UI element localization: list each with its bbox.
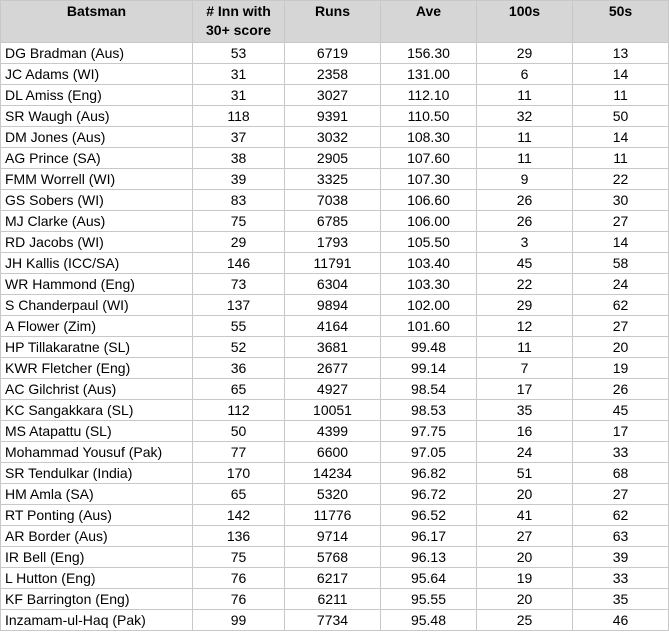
hundreds-cell: 26 [477, 190, 573, 211]
hundreds-cell: 17 [477, 379, 573, 400]
fifties-cell: 14 [573, 232, 669, 253]
hundreds-cell: 19 [477, 568, 573, 589]
runs-cell: 7734 [285, 610, 381, 631]
innings-cell: 53 [193, 43, 285, 64]
fifties-cell: 11 [573, 148, 669, 169]
runs-cell: 10051 [285, 400, 381, 421]
hundreds-cell: 11 [477, 148, 573, 169]
fifties-cell: 14 [573, 64, 669, 85]
batsman-cell: MJ Clarke (Aus) [1, 211, 193, 232]
hundreds-cell: 20 [477, 547, 573, 568]
innings-cell: 76 [193, 568, 285, 589]
hundreds-cell: 22 [477, 274, 573, 295]
innings-cell: 75 [193, 547, 285, 568]
innings-cell: 65 [193, 484, 285, 505]
table-row [1, 379, 669, 400]
innings-cell: 38 [193, 148, 285, 169]
average-cell: 96.72 [381, 484, 477, 505]
fifties-cell: 46 [573, 610, 669, 631]
table-row [1, 400, 669, 421]
runs-cell: 5768 [285, 547, 381, 568]
average-cell: 105.50 [381, 232, 477, 253]
runs-cell: 5320 [285, 484, 381, 505]
column-header-innings-30plus: # Inn with 30+ score [193, 1, 285, 43]
average-cell: 99.14 [381, 358, 477, 379]
innings-cell: 52 [193, 337, 285, 358]
table-row [1, 568, 669, 589]
column-header-runs: Runs [285, 1, 381, 43]
runs-cell: 9391 [285, 106, 381, 127]
innings-cell: 137 [193, 295, 285, 316]
innings-cell: 65 [193, 379, 285, 400]
table-body [1, 43, 669, 631]
table-row [1, 484, 669, 505]
hundreds-cell: 11 [477, 127, 573, 148]
innings-cell: 142 [193, 505, 285, 526]
fifties-cell: 22 [573, 169, 669, 190]
average-cell: 110.50 [381, 106, 477, 127]
average-cell: 112.10 [381, 85, 477, 106]
runs-cell: 6785 [285, 211, 381, 232]
batsman-cell: JC Adams (WI) [1, 64, 193, 85]
hundreds-cell: 26 [477, 211, 573, 232]
innings-cell: 36 [193, 358, 285, 379]
batsman-cell: KF Barrington (Eng) [1, 589, 193, 610]
innings-cell: 75 [193, 211, 285, 232]
fifties-cell: 62 [573, 295, 669, 316]
batsman-cell: SR Tendulkar (India) [1, 463, 193, 484]
average-cell: 103.30 [381, 274, 477, 295]
average-cell: 107.60 [381, 148, 477, 169]
batsman-cell: JH Kallis (ICC/SA) [1, 253, 193, 274]
batsman-cell: DM Jones (Aus) [1, 127, 193, 148]
batsman-cell: Inzamam-ul-Haq (Pak) [1, 610, 193, 631]
runs-cell: 6217 [285, 568, 381, 589]
fifties-cell: 58 [573, 253, 669, 274]
hundreds-cell: 24 [477, 442, 573, 463]
column-header-average: Ave [381, 1, 477, 43]
hundreds-cell: 3 [477, 232, 573, 253]
innings-cell: 99 [193, 610, 285, 631]
batsman-cell: SR Waugh (Aus) [1, 106, 193, 127]
fifties-cell: 68 [573, 463, 669, 484]
hundreds-cell: 11 [477, 85, 573, 106]
hundreds-cell: 27 [477, 526, 573, 547]
table-row [1, 190, 669, 211]
batsman-cell: RD Jacobs (WI) [1, 232, 193, 253]
table-row [1, 526, 669, 547]
table-row [1, 85, 669, 106]
batsman-cell: AG Prince (SA) [1, 148, 193, 169]
column-header-hundreds: 100s [477, 1, 573, 43]
fifties-cell: 62 [573, 505, 669, 526]
fifties-cell: 27 [573, 211, 669, 232]
hundreds-cell: 20 [477, 484, 573, 505]
runs-cell: 6211 [285, 589, 381, 610]
average-cell: 102.00 [381, 295, 477, 316]
runs-cell: 3032 [285, 127, 381, 148]
innings-cell: 37 [193, 127, 285, 148]
fifties-cell: 13 [573, 43, 669, 64]
innings-cell: 76 [193, 589, 285, 610]
average-cell: 95.64 [381, 568, 477, 589]
batsman-cell: WR Hammond (Eng) [1, 274, 193, 295]
hundreds-cell: 7 [477, 358, 573, 379]
hundreds-cell: 45 [477, 253, 573, 274]
batsman-cell: AC Gilchrist (Aus) [1, 379, 193, 400]
average-cell: 96.52 [381, 505, 477, 526]
column-header-batsman: Batsman [1, 1, 193, 43]
batsman-cell: IR Bell (Eng) [1, 547, 193, 568]
average-cell: 131.00 [381, 64, 477, 85]
hundreds-cell: 20 [477, 589, 573, 610]
innings-cell: 55 [193, 316, 285, 337]
innings-cell: 170 [193, 463, 285, 484]
runs-cell: 6304 [285, 274, 381, 295]
runs-cell: 3325 [285, 169, 381, 190]
table-row [1, 358, 669, 379]
batsman-cell: FMM Worrell (WI) [1, 169, 193, 190]
average-cell: 97.05 [381, 442, 477, 463]
innings-cell: 83 [193, 190, 285, 211]
table-row [1, 589, 669, 610]
innings-cell: 118 [193, 106, 285, 127]
innings-cell: 73 [193, 274, 285, 295]
batsman-cell: A Flower (Zim) [1, 316, 193, 337]
hundreds-cell: 11 [477, 337, 573, 358]
average-cell: 95.48 [381, 610, 477, 631]
fifties-cell: 17 [573, 421, 669, 442]
hundreds-cell: 32 [477, 106, 573, 127]
runs-cell: 2358 [285, 64, 381, 85]
table-row [1, 610, 669, 631]
runs-cell: 1793 [285, 232, 381, 253]
average-cell: 98.53 [381, 400, 477, 421]
table-row [1, 211, 669, 232]
runs-cell: 14234 [285, 463, 381, 484]
hundreds-cell: 9 [477, 169, 573, 190]
runs-cell: 3681 [285, 337, 381, 358]
average-cell: 107.30 [381, 169, 477, 190]
fifties-cell: 50 [573, 106, 669, 127]
average-cell: 108.30 [381, 127, 477, 148]
batsman-cell: Mohammad Yousuf (Pak) [1, 442, 193, 463]
runs-cell: 2677 [285, 358, 381, 379]
runs-cell: 6600 [285, 442, 381, 463]
table-row [1, 43, 669, 64]
column-header-fifties: 50s [573, 1, 669, 43]
hundreds-cell: 29 [477, 43, 573, 64]
fifties-cell: 39 [573, 547, 669, 568]
fifties-cell: 24 [573, 274, 669, 295]
fifties-cell: 27 [573, 316, 669, 337]
average-cell: 98.54 [381, 379, 477, 400]
hundreds-cell: 16 [477, 421, 573, 442]
batsman-cell: S Chanderpaul (WI) [1, 295, 193, 316]
hundreds-cell: 41 [477, 505, 573, 526]
table-row [1, 442, 669, 463]
fifties-cell: 45 [573, 400, 669, 421]
table-row [1, 169, 669, 190]
table-row [1, 274, 669, 295]
runs-cell: 3027 [285, 85, 381, 106]
average-cell: 97.75 [381, 421, 477, 442]
fifties-cell: 30 [573, 190, 669, 211]
runs-cell: 11776 [285, 505, 381, 526]
table-row [1, 463, 669, 484]
hundreds-cell: 35 [477, 400, 573, 421]
table-row [1, 505, 669, 526]
innings-cell: 29 [193, 232, 285, 253]
table-row [1, 295, 669, 316]
average-cell: 96.13 [381, 547, 477, 568]
batsman-cell: AR Border (Aus) [1, 526, 193, 547]
runs-cell: 4164 [285, 316, 381, 337]
runs-cell: 7038 [285, 190, 381, 211]
table-row [1, 547, 669, 568]
batsman-cell: L Hutton (Eng) [1, 568, 193, 589]
table-row [1, 64, 669, 85]
fifties-cell: 26 [573, 379, 669, 400]
innings-cell: 31 [193, 64, 285, 85]
fifties-cell: 33 [573, 442, 669, 463]
table-row [1, 232, 669, 253]
runs-cell: 4399 [285, 421, 381, 442]
innings-cell: 136 [193, 526, 285, 547]
runs-cell: 9714 [285, 526, 381, 547]
batsman-cell: DG Bradman (Aus) [1, 43, 193, 64]
table-row [1, 337, 669, 358]
innings-cell: 31 [193, 85, 285, 106]
batsman-cell: RT Ponting (Aus) [1, 505, 193, 526]
batsman-cell: KWR Fletcher (Eng) [1, 358, 193, 379]
table-row [1, 106, 669, 127]
table-row [1, 148, 669, 169]
innings-cell: 39 [193, 169, 285, 190]
runs-cell: 11791 [285, 253, 381, 274]
innings-cell: 112 [193, 400, 285, 421]
fifties-cell: 27 [573, 484, 669, 505]
batsman-cell: HM Amla (SA) [1, 484, 193, 505]
hundreds-cell: 6 [477, 64, 573, 85]
average-cell: 96.17 [381, 526, 477, 547]
fifties-cell: 20 [573, 337, 669, 358]
runs-cell: 2905 [285, 148, 381, 169]
runs-cell: 4927 [285, 379, 381, 400]
innings-cell: 77 [193, 442, 285, 463]
average-cell: 106.00 [381, 211, 477, 232]
batsman-cell: HP Tillakaratne (SL) [1, 337, 193, 358]
table-row [1, 127, 669, 148]
fifties-cell: 35 [573, 589, 669, 610]
batsman-cell: DL Amiss (Eng) [1, 85, 193, 106]
runs-cell: 9894 [285, 295, 381, 316]
table-row [1, 421, 669, 442]
batsman-cell: MS Atapattu (SL) [1, 421, 193, 442]
runs-cell: 6719 [285, 43, 381, 64]
hundreds-cell: 12 [477, 316, 573, 337]
fifties-cell: 14 [573, 127, 669, 148]
average-cell: 99.48 [381, 337, 477, 358]
average-cell: 96.82 [381, 463, 477, 484]
hundreds-cell: 51 [477, 463, 573, 484]
header-row [1, 1, 669, 43]
average-cell: 156.30 [381, 43, 477, 64]
hundreds-cell: 25 [477, 610, 573, 631]
table-row [1, 253, 669, 274]
average-cell: 106.60 [381, 190, 477, 211]
average-cell: 95.55 [381, 589, 477, 610]
batsman-cell: GS Sobers (WI) [1, 190, 193, 211]
average-cell: 103.40 [381, 253, 477, 274]
batsman-cell: KC Sangakkara (SL) [1, 400, 193, 421]
fifties-cell: 63 [573, 526, 669, 547]
table-row [1, 316, 669, 337]
hundreds-cell: 29 [477, 295, 573, 316]
average-cell: 101.60 [381, 316, 477, 337]
innings-cell: 50 [193, 421, 285, 442]
fifties-cell: 11 [573, 85, 669, 106]
fifties-cell: 19 [573, 358, 669, 379]
innings-cell: 146 [193, 253, 285, 274]
fifties-cell: 33 [573, 568, 669, 589]
